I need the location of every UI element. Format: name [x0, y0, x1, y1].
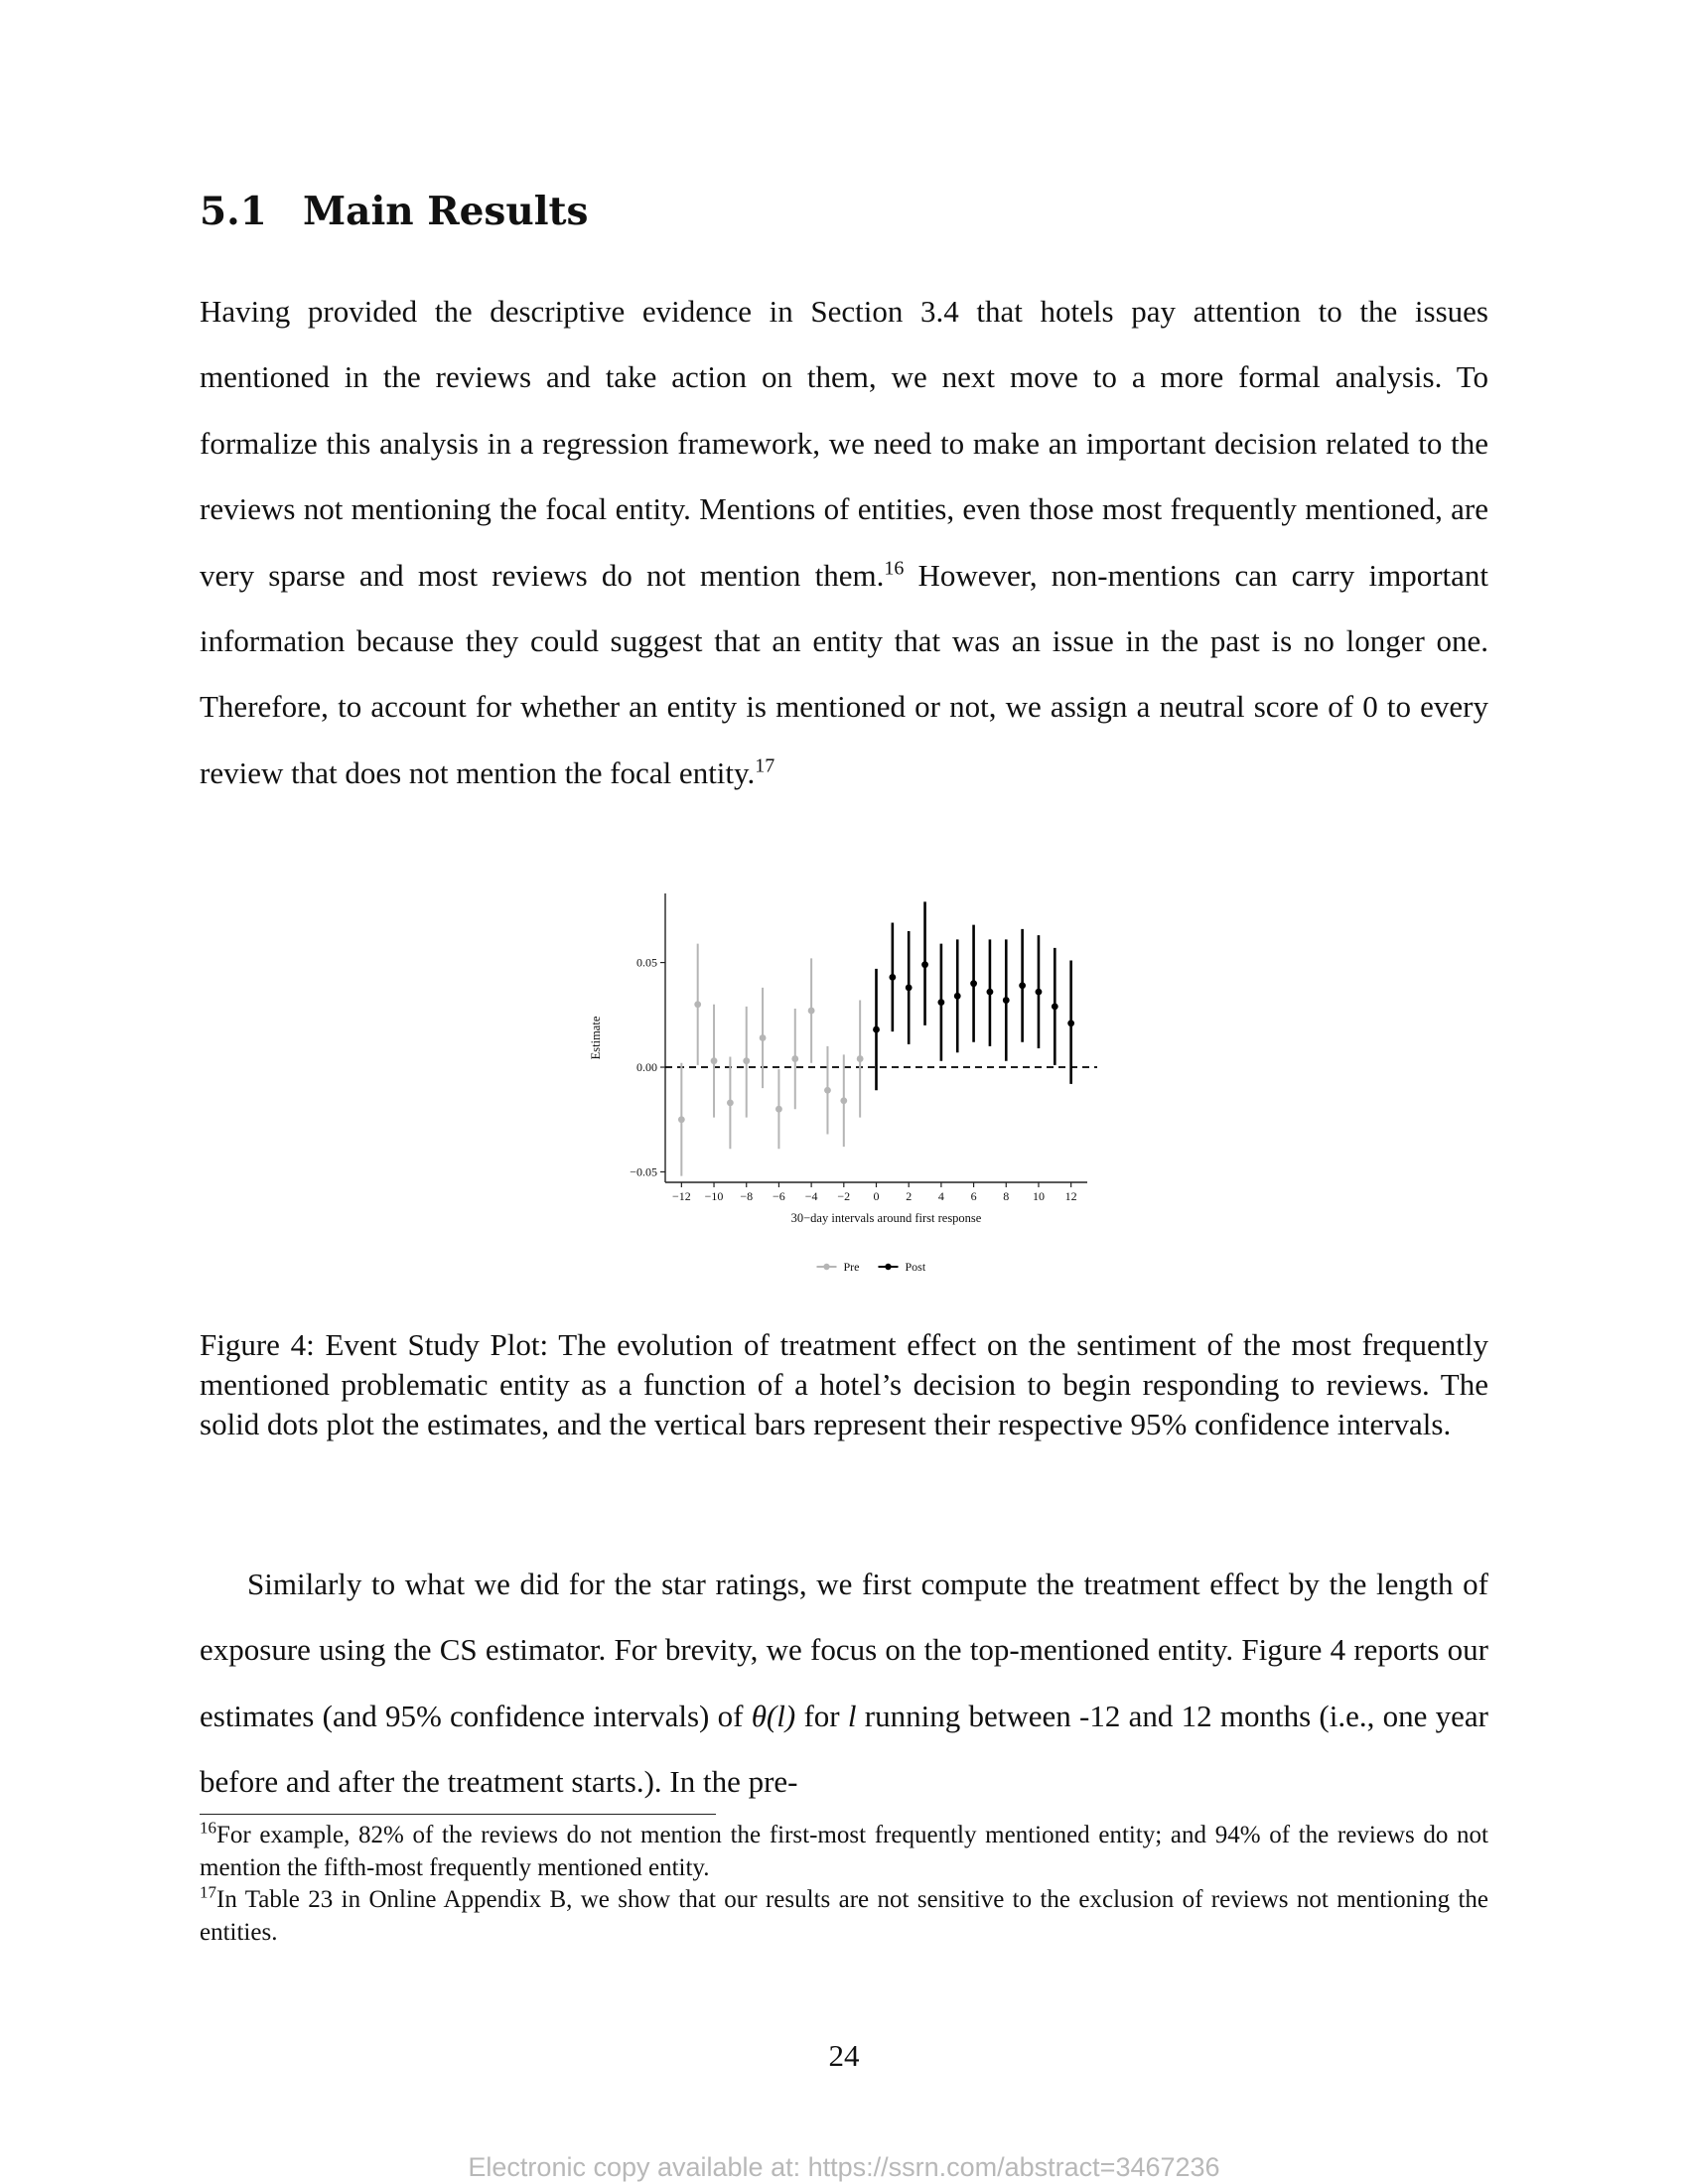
post-estimate-point — [987, 989, 994, 996]
paragraph-2-text-b: for — [795, 1698, 848, 1733]
y-tick-label: −0.05 — [630, 1164, 657, 1179]
section-number: 5.1 — [200, 189, 267, 234]
pre-estimate-point — [857, 1055, 864, 1062]
pre-estimate-point — [824, 1087, 831, 1094]
x-tick-label: 6 — [970, 1189, 977, 1203]
x-tick-label: −2 — [837, 1189, 851, 1203]
pre-estimate-point — [694, 1001, 701, 1008]
paragraph-1-text: Having provided the descriptive evidence in Section 3.4 that hotels pay attention to the issues mentioned in the reviews and take action on them, we next move to a more formal analysis. To formalize this analysis in a regression framework, we need to make an important decision related to the reviews not mentioning the focal entity. Mentions of entities, even those most frequently mentioned, are very sparse and most reviews do not mention them. — [200, 294, 1488, 593]
pre-estimate-point — [711, 1057, 718, 1064]
figure-caption: Figure 4: Event Study Plot: The evolution of treatment effect on the sentiment of the most frequently mentioned problematic entity as a function of a hotel’s decision to begin responding to reviews. The solid dots plot the estimates, and the vertical bars represent their respective 95% confidence intervals. — [200, 1327, 1488, 1441]
post-estimate-point — [1036, 989, 1043, 996]
footnote-text: In Table 23 in Online Appendix B, we show that our results are not sensitive to the exclusion of reviews not mentioning the entities. — [200, 1886, 1488, 1946]
chart-marks — [678, 901, 1074, 1175]
legend-post-marker — [885, 1264, 891, 1270]
y-axis-title: Estimate — [589, 1016, 603, 1060]
footnote-mark: 16 — [200, 1818, 216, 1838]
post-estimate-point — [954, 993, 961, 1000]
footnote-17 — [200, 1884, 1488, 1949]
pre-estimate-point — [808, 1008, 815, 1015]
chart-legend — [817, 1260, 926, 1274]
x-tick-label: 12 — [1064, 1189, 1077, 1203]
x-tick-label: 8 — [1003, 1189, 1010, 1203]
paragraph-2-text-a: Similarly to what we did for the star ratings, we first compute the treatment effect by the length of exposure using the CS estimator. For brevity, we focus on the top-mentioned entity. Figure 4 reports our estimates (and 95% confidence intervals) of — [200, 1567, 1488, 1733]
post-estimate-point — [970, 980, 977, 987]
pre-estimate-point — [791, 1055, 798, 1062]
figure-4 — [576, 888, 1112, 1296]
y-tick-label: 0.00 — [636, 1060, 657, 1075]
post-estimate-point — [906, 984, 913, 991]
footnote-mark: 17 — [200, 1882, 216, 1902]
post-estimate-point — [1067, 1020, 1074, 1026]
x-tick-label: 10 — [1032, 1189, 1045, 1203]
x-tick-label: −12 — [671, 1189, 691, 1203]
pre-estimate-point — [678, 1116, 685, 1123]
x-tick-label: −10 — [704, 1189, 724, 1203]
pre-estimate-point — [840, 1097, 847, 1104]
section-title: Main Results — [303, 189, 589, 234]
x-tick-label: 4 — [937, 1189, 944, 1203]
post-estimate-point — [1052, 1003, 1058, 1010]
legend-post-label: Post — [905, 1260, 926, 1274]
legend-pre-marker — [823, 1264, 829, 1270]
x-axis-title: 30−day intervals around first response — [790, 1211, 982, 1225]
post-estimate-point — [873, 1026, 880, 1033]
pre-estimate-point — [775, 1106, 782, 1113]
math-l: l — [847, 1698, 857, 1733]
post-estimate-point — [937, 999, 944, 1006]
section-heading — [200, 189, 589, 234]
x-tick-label: 0 — [873, 1189, 880, 1203]
ssrn-link[interactable]: Electronic copy available at: https://ssrn.com/abstract=3467236 — [468, 2152, 1220, 2182]
footnote-16 — [200, 1820, 1488, 1884]
footnote-ref-16[interactable]: 16 — [884, 557, 905, 580]
paragraph-1 — [200, 279, 1488, 806]
legend-pre-label: Pre — [843, 1260, 860, 1274]
footnotes — [200, 1820, 1488, 1949]
post-estimate-point — [1019, 982, 1026, 989]
paragraph-1-text-b: However, non-mentions can carry important information because they could suggest that an entity that was an issue in the past is no longer one. Therefore, to account for whether an entity is mentioned or not, we assign a neutral score of 0 to every review that does not mention the focal entity. — [200, 557, 1489, 790]
post-estimate-point — [1003, 997, 1010, 1004]
post-estimate-point — [889, 974, 896, 981]
y-tick-label: 0.05 — [636, 955, 657, 970]
x-tick-label: −6 — [773, 1189, 785, 1203]
x-tick-label: −8 — [740, 1189, 754, 1203]
footnote-divider — [200, 1814, 716, 1815]
post-estimate-point — [921, 961, 928, 968]
event-study-chart — [576, 888, 1112, 1296]
footnote-ref-17[interactable]: 17 — [755, 754, 775, 777]
pre-estimate-point — [760, 1034, 767, 1041]
page-number: 24 — [828, 2038, 860, 2073]
pre-estimate-point — [727, 1099, 734, 1106]
paragraph-2 — [200, 1552, 1488, 1816]
footnote-text: For example, 82% of the reviews do not mention the first-most frequently mentioned entity; and 94% of the reviews do not mention the fifth-most frequently mentioned entity. — [200, 1822, 1488, 1881]
pre-estimate-point — [743, 1057, 750, 1064]
paragraph-2-text-c: running between -12 and 12 months (i.e., one year before and after the treatment starts.). In the pre- — [200, 1698, 1488, 1800]
math-theta: θ(l) — [751, 1698, 796, 1733]
x-tick-label: −4 — [804, 1189, 818, 1203]
x-tick-label: 2 — [906, 1189, 913, 1203]
